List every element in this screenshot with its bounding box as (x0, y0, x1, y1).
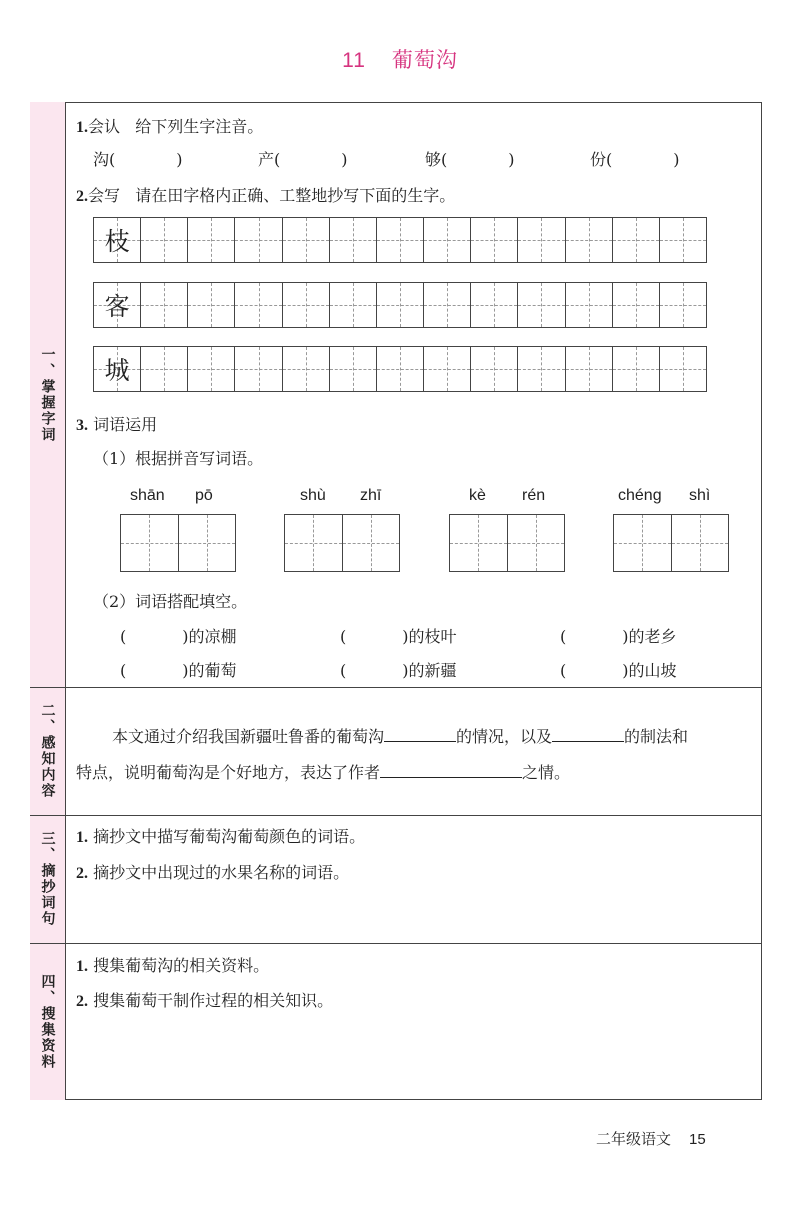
section-1-label: 一、掌握字词 (30, 102, 66, 687)
model-character: 城 (104, 356, 130, 385)
page-number: 15 (689, 1131, 706, 1148)
section-2-label: 二、感知内容 (30, 687, 66, 815)
fill-blank-2[interactable]: ( )的枝叶 (340, 627, 457, 646)
lesson-number: 11 (342, 49, 366, 72)
pinyin-blank-1[interactable]: 沟( ) (93, 150, 183, 169)
fill-blank-5[interactable]: ( )的新疆 (340, 661, 457, 680)
section-4-label: 四、搜集资料 (30, 943, 66, 1100)
pinyin-blank-3[interactable]: 够( ) (425, 150, 515, 169)
fill-blank-3[interactable]: ( )的老乡 (560, 627, 677, 646)
question-2: 2.会写 请在田字格内正确、工整地抄写下面的生字。 (76, 186, 456, 205)
excerpt-question-2: 2. 摘抄文中出现过的水果名称的词语。 (76, 863, 350, 882)
section-3-label: 三、摘抄词句 (30, 815, 66, 943)
section-divider (30, 943, 762, 944)
pinyin-blank-4[interactable]: 份( ) (590, 150, 680, 169)
excerpt-question-1: 1. 摘抄文中描写葡萄沟葡萄颜色的词语。 (76, 827, 366, 846)
tianzi-grid-row (93, 217, 707, 263)
tianzi-grid-row (93, 346, 707, 392)
fill-blank-4[interactable]: ( )的葡萄 (120, 661, 237, 680)
section-divider (30, 687, 762, 688)
pinyin-blank-2[interactable]: 产( ) (258, 150, 348, 169)
summary-blank-1[interactable] (384, 725, 456, 742)
question-1: 1.会认 给下列生字注音。 (76, 117, 264, 136)
fill-blank-1[interactable]: ( )的凉棚 (120, 627, 237, 646)
collect-question-2: 2. 搜集葡萄干制作过程的相关知识。 (76, 991, 334, 1010)
tianzi-grid-row (93, 282, 707, 328)
page-title (0, 44, 800, 74)
sub-question-2: （2）词语搭配填空。 (93, 592, 248, 611)
page-footer (596, 1128, 706, 1149)
collect-question-1: 1. 搜集葡萄沟的相关资料。 (76, 956, 270, 975)
section-divider (30, 815, 762, 816)
lesson-title: 葡萄沟 (391, 48, 458, 72)
question-3: 3. 词语运用 (76, 415, 158, 434)
grade-subject: 二年级语文 (596, 1130, 672, 1148)
fill-blank-6[interactable]: ( )的山坡 (560, 661, 677, 680)
model-character: 客 (104, 292, 130, 321)
summary-line-1: 本文通过介绍我国新疆吐鲁番的葡萄沟 的情况，以及 的制法和 (112, 727, 689, 746)
sub-question-1: （1）根据拼音写词语。 (93, 449, 264, 468)
summary-blank-2[interactable] (552, 725, 624, 742)
summary-line-2: 特点，说明葡萄沟是个好地方，表达了作者 之情。 (76, 763, 571, 782)
summary-blank-3[interactable] (380, 761, 522, 778)
model-character: 枝 (104, 227, 130, 256)
